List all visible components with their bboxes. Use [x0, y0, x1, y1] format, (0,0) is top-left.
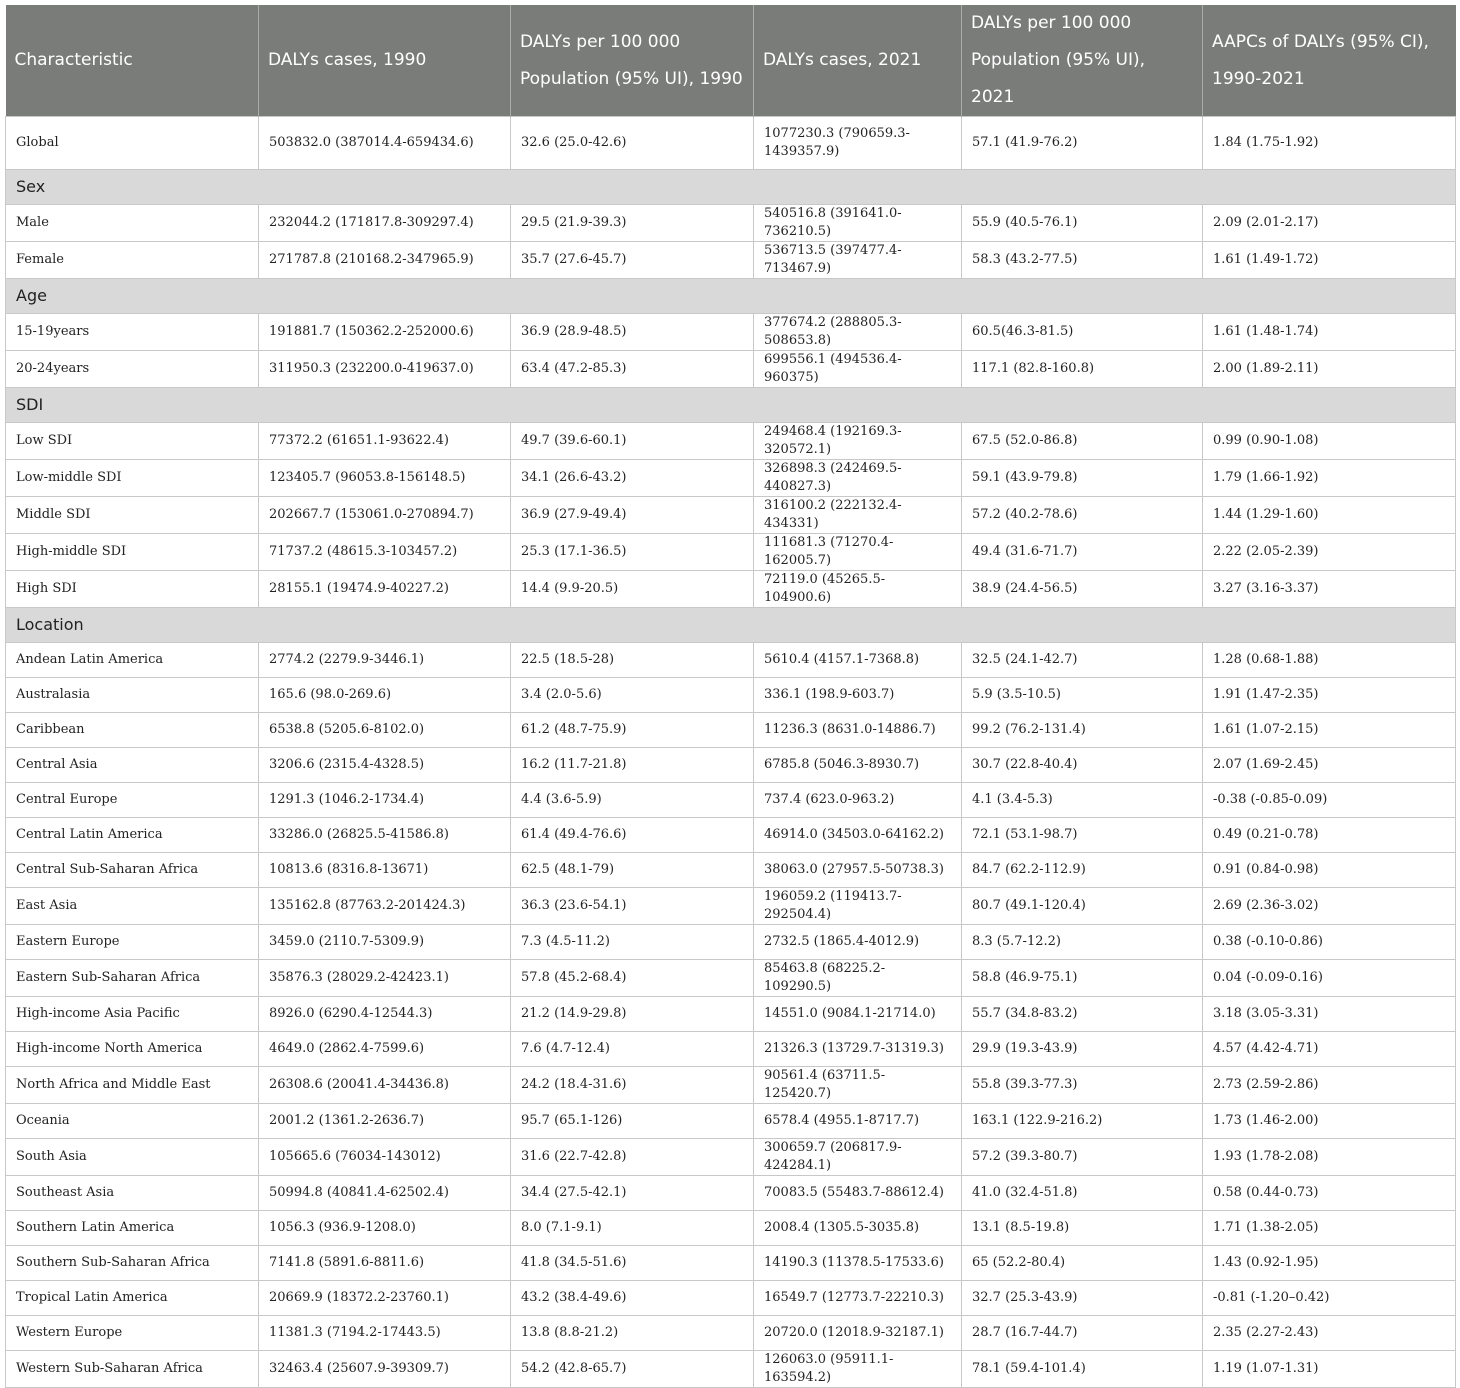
characteristic-cell: High SDI — [6, 571, 259, 608]
aapc-cell: 2.35 (2.27-2.43) — [1203, 1316, 1456, 1351]
cases-1990-cell: 11381.3 (7194.2-17443.5) — [259, 1316, 511, 1351]
table-row — [6, 997, 1456, 1032]
section-row — [6, 279, 1456, 314]
rate-2021-cell: 32.5 (24.1-42.7) — [962, 643, 1203, 678]
characteristic-cell: Tropical Latin America — [6, 1281, 259, 1316]
table-header — [6, 5, 1456, 117]
table-row — [6, 571, 1456, 608]
cases-2021-cell: 377674.2 (288805.3-508653.8) — [754, 314, 962, 351]
cases-1990-cell: 232044.2 (171817.8-309297.4) — [259, 205, 511, 242]
section-label: Location — [6, 608, 1456, 643]
characteristic-cell: Caribbean — [6, 713, 259, 748]
rate-2021-cell: 67.5 (52.0-86.8) — [962, 423, 1203, 460]
characteristic-cell: Central Sub-Saharan Africa — [6, 853, 259, 888]
cases-2021-cell: 14190.3 (11378.5-17533.6) — [754, 1246, 962, 1281]
cases-1990-cell: 191881.7 (150362.2-252000.6) — [259, 314, 511, 351]
table-row — [6, 117, 1456, 170]
aapc-cell: 1.71 (1.38-2.05) — [1203, 1211, 1456, 1246]
aapc-cell: 2.09 (2.01-2.17) — [1203, 205, 1456, 242]
dalys-table — [5, 5, 1456, 1388]
rate-1990-cell: 32.6 (25.0-42.6) — [511, 117, 754, 170]
aapc-cell: 1.79 (1.66-1.92) — [1203, 460, 1456, 497]
characteristic-cell: Global — [6, 117, 259, 170]
cases-2021-cell: 540516.8 (391641.0-736210.5) — [754, 205, 962, 242]
cases-1990-cell: 1291.3 (1046.2-1734.4) — [259, 783, 511, 818]
aapc-cell: 0.99 (0.90-1.08) — [1203, 423, 1456, 460]
table-body — [6, 117, 1456, 1388]
rate-2021-cell: 58.8 (46.9-75.1) — [962, 960, 1203, 997]
aapc-cell: 2.69 (2.36-3.02) — [1203, 888, 1456, 925]
cases-2021-cell: 5610.4 (4157.1-7368.8) — [754, 643, 962, 678]
aapc-cell: 1.28 (0.68-1.88) — [1203, 643, 1456, 678]
rate-1990-cell: 16.2 (11.7-21.8) — [511, 748, 754, 783]
header-characteristic: Characteristic — [6, 5, 259, 117]
characteristic-cell: Southern Sub-Saharan Africa — [6, 1246, 259, 1281]
cases-1990-cell: 33286.0 (26825.5-41586.8) — [259, 818, 511, 853]
rate-1990-cell: 63.4 (47.2-85.3) — [511, 351, 754, 388]
header-dalys-rate-2021: DALYs per 100 000 Population (95% UI), 2021 — [962, 5, 1203, 117]
cases-2021-cell: 1077230.3 (790659.3-1439357.9) — [754, 117, 962, 170]
section-label: Sex — [6, 170, 1456, 205]
characteristic-cell: Eastern Europe — [6, 925, 259, 960]
aapc-cell: 4.57 (4.42-4.71) — [1203, 1032, 1456, 1067]
characteristic-cell: Australasia — [6, 678, 259, 713]
table-row — [6, 242, 1456, 279]
rate-2021-cell: 163.1 (122.9-216.2) — [962, 1104, 1203, 1139]
cases-2021-cell: 249468.4 (192169.3-320572.1) — [754, 423, 962, 460]
table-row — [6, 1281, 1456, 1316]
aapc-cell: 0.91 (0.84-0.98) — [1203, 853, 1456, 888]
characteristic-cell: Male — [6, 205, 259, 242]
cases-1990-cell: 165.6 (98.0-269.6) — [259, 678, 511, 713]
table-row — [6, 314, 1456, 351]
cases-2021-cell: 90561.4 (63711.5-125420.7) — [754, 1067, 962, 1104]
cases-2021-cell: 46914.0 (34503.0-64162.2) — [754, 818, 962, 853]
rate-1990-cell: 22.5 (18.5-28) — [511, 643, 754, 678]
table-row — [6, 1176, 1456, 1211]
rate-1990-cell: 61.4 (49.4-76.6) — [511, 818, 754, 853]
table-row — [6, 1246, 1456, 1281]
cases-1990-cell: 26308.6 (20041.4-34436.8) — [259, 1067, 511, 1104]
rate-2021-cell: 41.0 (32.4-51.8) — [962, 1176, 1203, 1211]
rate-1990-cell: 43.2 (38.4-49.6) — [511, 1281, 754, 1316]
cases-1990-cell: 105665.6 (76034-143012) — [259, 1139, 511, 1176]
cases-1990-cell: 32463.4 (25607.9-39309.7) — [259, 1351, 511, 1388]
header-aapc: AAPCs of DALYs (95% CI), 1990-2021 — [1203, 5, 1456, 117]
cases-1990-cell: 123405.7 (96053.8-156148.5) — [259, 460, 511, 497]
table-row — [6, 960, 1456, 997]
table-row — [6, 1139, 1456, 1176]
rate-2021-cell: 80.7 (49.1-120.4) — [962, 888, 1203, 925]
cases-2021-cell: 336.1 (198.9-603.7) — [754, 678, 962, 713]
rate-1990-cell: 24.2 (18.4-31.6) — [511, 1067, 754, 1104]
rate-2021-cell: 57.2 (39.3-80.7) — [962, 1139, 1203, 1176]
characteristic-cell: North Africa and Middle East — [6, 1067, 259, 1104]
rate-1990-cell: 41.8 (34.5-51.6) — [511, 1246, 754, 1281]
cases-2021-cell: 536713.5 (397477.4-713467.9) — [754, 242, 962, 279]
cases-2021-cell: 326898.3 (242469.5-440827.3) — [754, 460, 962, 497]
cases-1990-cell: 311950.3 (232200.0-419637.0) — [259, 351, 511, 388]
rate-1990-cell: 34.1 (26.6-43.2) — [511, 460, 754, 497]
rate-2021-cell: 117.1 (82.8-160.8) — [962, 351, 1203, 388]
table-row — [6, 1067, 1456, 1104]
aapc-cell: 1.44 (1.29-1.60) — [1203, 497, 1456, 534]
cases-2021-cell: 2732.5 (1865.4-4012.9) — [754, 925, 962, 960]
rate-1990-cell: 54.2 (42.8-65.7) — [511, 1351, 754, 1388]
table-row — [6, 818, 1456, 853]
rate-1990-cell: 25.3 (17.1-36.5) — [511, 534, 754, 571]
cases-1990-cell: 8926.0 (6290.4-12544.3) — [259, 997, 511, 1032]
rate-2021-cell: 72.1 (53.1-98.7) — [962, 818, 1203, 853]
rate-2021-cell: 8.3 (5.7-12.2) — [962, 925, 1203, 960]
rate-2021-cell: 65 (52.2-80.4) — [962, 1246, 1203, 1281]
characteristic-cell: South Asia — [6, 1139, 259, 1176]
rate-1990-cell: 49.7 (39.6-60.1) — [511, 423, 754, 460]
header-row — [6, 5, 1456, 117]
cases-2021-cell: 16549.7 (12773.7-22210.3) — [754, 1281, 962, 1316]
rate-2021-cell: 5.9 (3.5-10.5) — [962, 678, 1203, 713]
rate-1990-cell: 21.2 (14.9-29.8) — [511, 997, 754, 1032]
rate-1990-cell: 35.7 (27.6-45.7) — [511, 242, 754, 279]
aapc-cell: 0.49 (0.21-0.78) — [1203, 818, 1456, 853]
cases-1990-cell: 202667.7 (153061.0-270894.7) — [259, 497, 511, 534]
cases-2021-cell: 20720.0 (12018.9-32187.1) — [754, 1316, 962, 1351]
aapc-cell: 1.61 (1.49-1.72) — [1203, 242, 1456, 279]
rate-2021-cell: 57.1 (41.9-76.2) — [962, 117, 1203, 170]
rate-2021-cell: 29.9 (19.3-43.9) — [962, 1032, 1203, 1067]
characteristic-cell: Southern Latin America — [6, 1211, 259, 1246]
cases-2021-cell: 699556.1 (494536.4-960375) — [754, 351, 962, 388]
rate-1990-cell: 3.4 (2.0-5.6) — [511, 678, 754, 713]
characteristic-cell: High-income Asia Pacific — [6, 997, 259, 1032]
characteristic-cell: Oceania — [6, 1104, 259, 1139]
rate-1990-cell: 57.8 (45.2-68.4) — [511, 960, 754, 997]
characteristic-cell: Low-middle SDI — [6, 460, 259, 497]
characteristic-cell: Middle SDI — [6, 497, 259, 534]
characteristic-cell: Western Sub-Saharan Africa — [6, 1351, 259, 1388]
table-row — [6, 1351, 1456, 1388]
rate-1990-cell: 13.8 (8.8-21.2) — [511, 1316, 754, 1351]
aapc-cell: 1.43 (0.92-1.95) — [1203, 1246, 1456, 1281]
table-row — [6, 925, 1456, 960]
table-row — [6, 534, 1456, 571]
table-row — [6, 351, 1456, 388]
rate-2021-cell: 60.5(46.3-81.5) — [962, 314, 1203, 351]
aapc-cell: 2.07 (1.69-2.45) — [1203, 748, 1456, 783]
header-dalys-cases-2021: DALYs cases, 2021 — [754, 5, 962, 117]
characteristic-cell: Southeast Asia — [6, 1176, 259, 1211]
aapc-cell: 1.61 (1.48-1.74) — [1203, 314, 1456, 351]
aapc-cell: 3.18 (3.05-3.31) — [1203, 997, 1456, 1032]
table-row — [6, 783, 1456, 818]
rate-1990-cell: 36.3 (23.6-54.1) — [511, 888, 754, 925]
cases-1990-cell: 35876.3 (28029.2-42423.1) — [259, 960, 511, 997]
rate-2021-cell: 55.7 (34.8-83.2) — [962, 997, 1203, 1032]
characteristic-cell: Western Europe — [6, 1316, 259, 1351]
rate-2021-cell: 58.3 (43.2-77.5) — [962, 242, 1203, 279]
rate-1990-cell: 4.4 (3.6-5.9) — [511, 783, 754, 818]
table-row — [6, 643, 1456, 678]
table-row — [6, 1316, 1456, 1351]
aapc-cell: 2.00 (1.89-2.11) — [1203, 351, 1456, 388]
section-label: Age — [6, 279, 1456, 314]
header-dalys-rate-1990: DALYs per 100 000 Population (95% UI), 1990 — [511, 5, 754, 117]
characteristic-cell: East Asia — [6, 888, 259, 925]
aapc-cell: 0.58 (0.44-0.73) — [1203, 1176, 1456, 1211]
rate-1990-cell: 95.7 (65.1-126) — [511, 1104, 754, 1139]
rate-1990-cell: 31.6 (22.7-42.8) — [511, 1139, 754, 1176]
cases-1990-cell: 271787.8 (210168.2-347965.9) — [259, 242, 511, 279]
rate-1990-cell: 29.5 (21.9-39.3) — [511, 205, 754, 242]
section-row — [6, 170, 1456, 205]
rate-1990-cell: 61.2 (48.7-75.9) — [511, 713, 754, 748]
header-dalys-cases-1990: DALYs cases, 1990 — [259, 5, 511, 117]
characteristic-cell: Low SDI — [6, 423, 259, 460]
rate-1990-cell: 7.3 (4.5-11.2) — [511, 925, 754, 960]
aapc-cell: 2.73 (2.59-2.86) — [1203, 1067, 1456, 1104]
aapc-cell: 0.38 (-0.10-0.86) — [1203, 925, 1456, 960]
cases-1990-cell: 3459.0 (2110.7-5309.9) — [259, 925, 511, 960]
cases-1990-cell: 135162.8 (87763.2-201424.3) — [259, 888, 511, 925]
rate-1990-cell: 34.4 (27.5-42.1) — [511, 1176, 754, 1211]
table-row — [6, 713, 1456, 748]
rate-1990-cell: 36.9 (27.9-49.4) — [511, 497, 754, 534]
cases-2021-cell: 6785.8 (5046.3-8930.7) — [754, 748, 962, 783]
characteristic-cell: 20-24years — [6, 351, 259, 388]
cases-2021-cell: 196059.2 (119413.7-292504.4) — [754, 888, 962, 925]
rate-2021-cell: 59.1 (43.9-79.8) — [962, 460, 1203, 497]
characteristic-cell: Central Asia — [6, 748, 259, 783]
aapc-cell: 1.93 (1.78-2.08) — [1203, 1139, 1456, 1176]
cases-2021-cell: 6578.4 (4955.1-8717.7) — [754, 1104, 962, 1139]
cases-2021-cell: 316100.2 (222132.4-434331) — [754, 497, 962, 534]
characteristic-cell: Female — [6, 242, 259, 279]
rate-1990-cell: 62.5 (48.1-79) — [511, 853, 754, 888]
cases-1990-cell: 2774.2 (2279.9-3446.1) — [259, 643, 511, 678]
rate-2021-cell: 4.1 (3.4-5.3) — [962, 783, 1203, 818]
rate-2021-cell: 99.2 (76.2-131.4) — [962, 713, 1203, 748]
cases-2021-cell: 300659.7 (206817.9-424284.1) — [754, 1139, 962, 1176]
aapc-cell: 0.04 (-0.09-0.16) — [1203, 960, 1456, 997]
rate-2021-cell: 55.8 (39.3-77.3) — [962, 1067, 1203, 1104]
cases-2021-cell: 72119.0 (45265.5-104900.6) — [754, 571, 962, 608]
cases-2021-cell: 737.4 (623.0-963.2) — [754, 783, 962, 818]
cases-2021-cell: 2008.4 (1305.5-3035.8) — [754, 1211, 962, 1246]
aapc-cell: -0.81 (-1.20–0.42) — [1203, 1281, 1456, 1316]
rate-1990-cell: 7.6 (4.7-12.4) — [511, 1032, 754, 1067]
aapc-cell: 3.27 (3.16-3.37) — [1203, 571, 1456, 608]
characteristic-cell: Central Europe — [6, 783, 259, 818]
rate-2021-cell: 32.7 (25.3-43.9) — [962, 1281, 1203, 1316]
table-row — [6, 423, 1456, 460]
cases-1990-cell: 503832.0 (387014.4-659434.6) — [259, 117, 511, 170]
cases-2021-cell: 111681.3 (71270.4-162005.7) — [754, 534, 962, 571]
rate-2021-cell: 78.1 (59.4-101.4) — [962, 1351, 1203, 1388]
rate-2021-cell: 13.1 (8.5-19.8) — [962, 1211, 1203, 1246]
table-row — [6, 748, 1456, 783]
characteristic-cell: Eastern Sub-Saharan Africa — [6, 960, 259, 997]
cases-2021-cell: 70083.5 (55483.7-88612.4) — [754, 1176, 962, 1211]
cases-1990-cell: 71737.2 (48615.3-103457.2) — [259, 534, 511, 571]
cases-1990-cell: 2001.2 (1361.2-2636.7) — [259, 1104, 511, 1139]
characteristic-cell: Central Latin America — [6, 818, 259, 853]
table-row — [6, 888, 1456, 925]
table-row — [6, 1211, 1456, 1246]
aapc-cell: 1.19 (1.07-1.31) — [1203, 1351, 1456, 1388]
cases-1990-cell: 6538.8 (5205.6-8102.0) — [259, 713, 511, 748]
table-row — [6, 205, 1456, 242]
characteristic-cell: High-middle SDI — [6, 534, 259, 571]
cases-2021-cell: 126063.0 (95911.1-163594.2) — [754, 1351, 962, 1388]
section-row — [6, 608, 1456, 643]
table-row — [6, 460, 1456, 497]
table-row — [6, 1104, 1456, 1139]
rate-1990-cell: 8.0 (7.1-9.1) — [511, 1211, 754, 1246]
cases-2021-cell: 21326.3 (13729.7-31319.3) — [754, 1032, 962, 1067]
rate-2021-cell: 84.7 (62.2-112.9) — [962, 853, 1203, 888]
cases-1990-cell: 7141.8 (5891.6-8811.6) — [259, 1246, 511, 1281]
cases-1990-cell: 3206.6 (2315.4-4328.5) — [259, 748, 511, 783]
characteristic-cell: High-income North America — [6, 1032, 259, 1067]
table-row — [6, 497, 1456, 534]
rate-2021-cell: 28.7 (16.7-44.7) — [962, 1316, 1203, 1351]
aapc-cell: 1.73 (1.46-2.00) — [1203, 1104, 1456, 1139]
rate-2021-cell: 57.2 (40.2-78.6) — [962, 497, 1203, 534]
section-label: SDI — [6, 388, 1456, 423]
rate-1990-cell: 14.4 (9.9-20.5) — [511, 571, 754, 608]
cases-2021-cell: 11236.3 (8631.0-14886.7) — [754, 713, 962, 748]
cases-1990-cell: 50994.8 (40841.4-62502.4) — [259, 1176, 511, 1211]
cases-1990-cell: 77372.2 (61651.1-93622.4) — [259, 423, 511, 460]
cases-1990-cell: 1056.3 (936.9-1208.0) — [259, 1211, 511, 1246]
cases-2021-cell: 14551.0 (9084.1-21714.0) — [754, 997, 962, 1032]
cases-1990-cell: 4649.0 (2862.4-7599.6) — [259, 1032, 511, 1067]
rate-1990-cell: 36.9 (28.9-48.5) — [511, 314, 754, 351]
rate-2021-cell: 55.9 (40.5-76.1) — [962, 205, 1203, 242]
section-row — [6, 388, 1456, 423]
rate-2021-cell: 30.7 (22.8-40.4) — [962, 748, 1203, 783]
cases-2021-cell: 85463.8 (68225.2-109290.5) — [754, 960, 962, 997]
aapc-cell: 1.91 (1.47-2.35) — [1203, 678, 1456, 713]
table-row — [6, 1032, 1456, 1067]
aapc-cell: -0.38 (-0.85-0.09) — [1203, 783, 1456, 818]
cases-1990-cell: 20669.9 (18372.2-23760.1) — [259, 1281, 511, 1316]
table-row — [6, 678, 1456, 713]
cases-2021-cell: 38063.0 (27957.5-50738.3) — [754, 853, 962, 888]
aapc-cell: 1.61 (1.07-2.15) — [1203, 713, 1456, 748]
characteristic-cell: 15-19years — [6, 314, 259, 351]
aapc-cell: 1.84 (1.75-1.92) — [1203, 117, 1456, 170]
table-row — [6, 853, 1456, 888]
cases-1990-cell: 28155.1 (19474.9-40227.2) — [259, 571, 511, 608]
characteristic-cell: Andean Latin America — [6, 643, 259, 678]
cases-1990-cell: 10813.6 (8316.8-13671) — [259, 853, 511, 888]
aapc-cell: 2.22 (2.05-2.39) — [1203, 534, 1456, 571]
rate-2021-cell: 49.4 (31.6-71.7) — [962, 534, 1203, 571]
rate-2021-cell: 38.9 (24.4-56.5) — [962, 571, 1203, 608]
